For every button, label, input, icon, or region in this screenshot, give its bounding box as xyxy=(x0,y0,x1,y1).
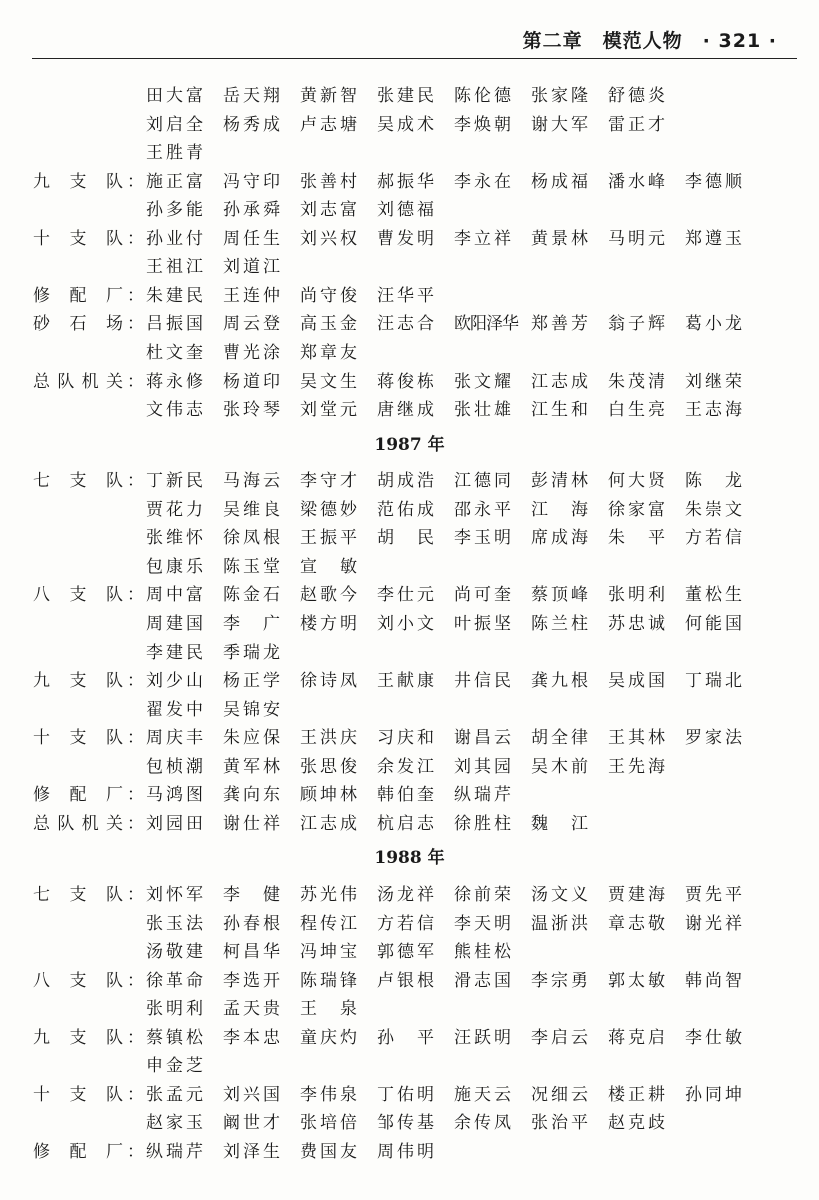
name-row xyxy=(0,936,819,968)
person-name: 王 洪 庆 xyxy=(300,728,357,749)
name-row xyxy=(0,551,819,583)
name-row xyxy=(0,1107,819,1139)
person-name: 申 金 芝 xyxy=(146,1056,203,1077)
person-name: 蒋 俊 栋 xyxy=(377,371,434,392)
person-name: 郭 德 军 xyxy=(377,942,434,963)
person-name: 谢 光 祥 xyxy=(685,913,742,934)
unit-label: 七 支 队 ： xyxy=(33,471,144,492)
person-name: 杨 成 福 xyxy=(531,171,588,192)
person-name: 施 天 云 xyxy=(454,1084,511,1105)
person-name: 何 能 国 xyxy=(685,613,742,634)
person-name: 徐 革 命 xyxy=(146,970,203,991)
person-name: 李 永 在 xyxy=(454,171,511,192)
person-name: 郑 章 友 xyxy=(300,342,357,363)
person-name: 李 伟 泉 xyxy=(300,1084,357,1105)
person-name: 韩 尚 智 xyxy=(685,970,742,991)
person-name: 刘 德 福 xyxy=(377,200,434,221)
person-name: 李 天 明 xyxy=(454,913,511,934)
person-name: 孙 多 能 xyxy=(146,200,203,221)
name-row xyxy=(0,722,819,754)
person-name: 汪 华 平 xyxy=(377,285,434,306)
name-row xyxy=(0,80,819,112)
person-name: 朱 崇 文 xyxy=(685,499,742,520)
unit-label: 砂 石 场 ： xyxy=(33,314,144,335)
person-name: 陈 龙 xyxy=(685,471,742,492)
person-name: 汪 跃 明 xyxy=(454,1027,511,1048)
person-name: 马 海 云 xyxy=(223,471,280,492)
person-name: 冯 守 印 xyxy=(223,171,280,192)
person-name: 黄 军 林 xyxy=(223,756,280,777)
person-name: 程 传 江 xyxy=(300,913,357,934)
person-name: 蒋 永 修 xyxy=(146,371,203,392)
person-name: 韩 伯 奎 xyxy=(377,785,434,806)
person-name: 李 本 忠 xyxy=(223,1027,280,1048)
person-name: 卢 志 塘 xyxy=(300,114,357,135)
person-name: 包 康 乐 xyxy=(146,556,203,577)
person-name: 吴 锦 安 xyxy=(223,699,280,720)
person-name: 丁 佑 明 xyxy=(377,1084,434,1105)
person-name: 杨 秀 成 xyxy=(223,114,280,135)
person-name: 李 仕 元 xyxy=(377,585,434,606)
person-name: 江 志 成 xyxy=(531,371,588,392)
person-name: 井 信 民 xyxy=(454,671,511,692)
person-name: 习 庆 和 xyxy=(377,728,434,749)
person-name: 蒋 克 启 xyxy=(608,1027,665,1048)
person-name: 张 善 村 xyxy=(300,171,357,192)
name-row xyxy=(0,465,819,497)
person-name: 刘 堂 元 xyxy=(300,400,357,421)
person-name: 朱 平 xyxy=(608,528,665,549)
name-row xyxy=(0,366,819,398)
person-name: 彭 清 林 xyxy=(531,471,588,492)
person-name: 郭 太 敏 xyxy=(608,970,665,991)
person-name: 周 任 生 xyxy=(223,228,280,249)
person-name: 马 明 元 xyxy=(608,228,665,249)
person-name: 刘 兴 国 xyxy=(223,1084,280,1105)
person-name: 王 祖 江 xyxy=(146,257,203,278)
person-name: 刘 小 文 xyxy=(377,613,434,634)
unit-label: 总 队 机 关 ： xyxy=(33,371,144,392)
person-name: 张 文 耀 xyxy=(454,371,511,392)
person-name: 周 云 登 xyxy=(223,314,280,335)
person-name: 温 浙 洪 xyxy=(531,913,588,934)
person-name: 施 正 富 xyxy=(146,171,203,192)
unit-label: 十 支 队 ： xyxy=(33,728,144,749)
year-heading: 1988 年 xyxy=(374,848,445,869)
person-name: 欧阳泽华 xyxy=(454,314,518,335)
person-name: 张 玲 琴 xyxy=(223,400,280,421)
person-name: 丁 瑞 北 xyxy=(685,671,742,692)
person-name: 杨 道 印 xyxy=(223,371,280,392)
person-name: 张 建 民 xyxy=(377,86,434,106)
running-head: 第二章 模范人物 · 321 · xyxy=(522,30,777,52)
person-name: 楼 正 耕 xyxy=(608,1084,665,1105)
person-name: 岳 天 翔 xyxy=(223,86,280,106)
person-name: 陈 瑞 锋 xyxy=(300,970,357,991)
person-name: 朱 茂 清 xyxy=(608,371,665,392)
name-row xyxy=(0,280,819,312)
person-name: 朱 建 民 xyxy=(146,285,203,306)
person-name: 纵 瑞 芹 xyxy=(146,1141,203,1162)
person-name: 李 建 民 xyxy=(146,642,203,663)
person-name: 张 治 平 xyxy=(531,1113,588,1134)
unit-label: 九 支 队 ： xyxy=(33,171,144,192)
name-row xyxy=(0,251,819,283)
person-name: 贾 先 平 xyxy=(685,884,742,905)
name-row xyxy=(0,522,819,554)
person-name: 范 佑 成 xyxy=(377,499,434,520)
person-name: 江 志 成 xyxy=(300,813,357,834)
person-name: 刘 泽 生 xyxy=(223,1141,280,1162)
name-row xyxy=(0,808,819,840)
person-name: 王 其 林 xyxy=(608,728,665,749)
person-name: 贾 花 力 xyxy=(146,499,203,520)
person-name: 曹 发 明 xyxy=(377,228,434,249)
person-name: 吴 维 良 xyxy=(223,499,280,520)
person-name: 徐 胜 柱 xyxy=(454,813,511,834)
name-row xyxy=(0,494,819,526)
person-name: 张 玉 法 xyxy=(146,913,203,934)
person-name: 陈 伦 德 xyxy=(454,86,511,106)
person-name: 王 志 海 xyxy=(685,400,742,421)
name-row xyxy=(0,109,819,141)
person-name: 贾 建 海 xyxy=(608,884,665,905)
name-row xyxy=(0,751,819,783)
person-name: 黄 新 智 xyxy=(300,86,357,106)
person-name: 周 伟 明 xyxy=(377,1141,434,1162)
person-name: 张 壮 雄 xyxy=(454,400,511,421)
person-name: 陈 兰 柱 xyxy=(531,613,588,634)
person-name: 刘 怀 军 xyxy=(146,884,203,905)
person-name: 张 培 倍 xyxy=(300,1113,357,1134)
person-name: 何 大 贤 xyxy=(608,471,665,492)
person-name: 李 仕 敏 xyxy=(685,1027,742,1048)
person-name: 白 生 亮 xyxy=(608,400,665,421)
person-name: 卢 银 根 xyxy=(377,970,434,991)
person-name: 朱 应 保 xyxy=(223,728,280,749)
person-name: 顾 坤 林 xyxy=(300,785,357,806)
name-row xyxy=(0,394,819,426)
person-name: 李 宗 勇 xyxy=(531,970,588,991)
person-name: 柯 昌 华 xyxy=(223,942,280,963)
person-name: 杨 正 学 xyxy=(223,671,280,692)
person-name: 杜 文 奎 xyxy=(146,342,203,363)
person-name: 王 胜 青 xyxy=(146,143,203,164)
person-name: 孙 平 xyxy=(377,1027,434,1048)
name-row xyxy=(0,665,819,697)
person-name: 刘 志 富 xyxy=(300,200,357,221)
unit-label: 修 配 厂 ： xyxy=(33,285,144,306)
person-name: 马 鸿 图 xyxy=(146,785,203,806)
name-row xyxy=(0,223,819,255)
name-row xyxy=(0,908,819,940)
person-name: 张 思 俊 xyxy=(300,756,357,777)
person-name: 李 焕 朝 xyxy=(454,114,511,135)
person-name: 李 广 xyxy=(223,613,280,634)
person-name: 赵 克 歧 xyxy=(608,1113,665,1134)
person-name: 吴 木 前 xyxy=(531,756,588,777)
person-name: 汤 文 义 xyxy=(531,884,588,905)
unit-label: 八 支 队 ： xyxy=(33,970,144,991)
person-name: 孙 春 根 xyxy=(223,913,280,934)
person-name: 宣 敏 xyxy=(300,556,357,577)
person-name: 张 家 隆 xyxy=(531,86,588,106)
name-row xyxy=(0,194,819,226)
person-name: 方 若 信 xyxy=(377,913,434,934)
person-name: 谢 昌 云 xyxy=(454,728,511,749)
person-name: 王 泉 xyxy=(300,999,357,1020)
person-name: 郑 遵 玉 xyxy=(685,228,742,249)
person-name: 章 志 敬 xyxy=(608,913,665,934)
person-name: 尚 守 俊 xyxy=(300,285,357,306)
name-row xyxy=(0,1079,819,1111)
unit-label: 十 支 队 ： xyxy=(33,1084,144,1105)
person-name: 吴 文 生 xyxy=(300,371,357,392)
name-row xyxy=(0,779,819,811)
person-name: 龚 向 东 xyxy=(223,785,280,806)
person-name: 叶 振 坚 xyxy=(454,613,511,634)
name-row xyxy=(0,166,819,198)
name-row xyxy=(0,1022,819,1054)
person-name: 陈 玉 堂 xyxy=(223,556,280,577)
person-name: 李 立 祥 xyxy=(454,228,511,249)
person-name: 余 发 江 xyxy=(377,756,434,777)
person-name: 吴 成 术 xyxy=(377,114,434,135)
person-name: 徐 家 富 xyxy=(608,499,665,520)
person-name: 苏 忠 诚 xyxy=(608,613,665,634)
name-row xyxy=(0,579,819,611)
person-name: 刘 继 荣 xyxy=(685,371,742,392)
person-name: 徐 诗 凤 xyxy=(300,671,357,692)
person-name: 邹 传 基 xyxy=(377,1113,434,1134)
person-name: 胡 全 律 xyxy=(531,728,588,749)
person-name: 高 玉 金 xyxy=(300,314,357,335)
name-row xyxy=(0,993,819,1025)
name-row xyxy=(0,1136,819,1168)
person-name: 郑 善 芳 xyxy=(531,314,588,335)
person-name: 费 国 友 xyxy=(300,1141,357,1162)
person-name: 纵 瑞 芹 xyxy=(454,785,511,806)
person-name: 刘 道 江 xyxy=(223,257,280,278)
person-name: 滑 志 国 xyxy=(454,970,511,991)
person-name: 刘 启 全 xyxy=(146,114,203,135)
person-name: 孙 同 坤 xyxy=(685,1084,742,1105)
person-name: 赵 家 玉 xyxy=(146,1113,203,1134)
person-name: 汪 志 合 xyxy=(377,314,434,335)
name-row xyxy=(0,137,819,169)
person-name: 郝 振 华 xyxy=(377,171,434,192)
person-name: 席 成 海 xyxy=(531,528,588,549)
person-name: 汤 敬 建 xyxy=(146,942,203,963)
person-name: 吕 振 国 xyxy=(146,314,203,335)
person-name: 王 献 康 xyxy=(377,671,434,692)
person-name: 苏 光 伟 xyxy=(300,884,357,905)
name-row xyxy=(0,1050,819,1082)
person-name: 吴 成 国 xyxy=(608,671,665,692)
person-name: 包 桢 潮 xyxy=(146,756,203,777)
person-name: 谢 仕 祥 xyxy=(223,813,280,834)
person-name: 李 守 才 xyxy=(300,471,357,492)
person-name: 周 中 富 xyxy=(146,585,203,606)
person-name: 刘 兴 权 xyxy=(300,228,357,249)
person-name: 张 明 利 xyxy=(146,999,203,1020)
person-name: 张 维 怀 xyxy=(146,528,203,549)
person-name: 孙 业 付 xyxy=(146,228,203,249)
person-name: 方 若 信 xyxy=(685,528,742,549)
person-name: 王 振 平 xyxy=(300,528,357,549)
year-heading: 1987 年 xyxy=(374,434,445,455)
person-name: 李 德 顺 xyxy=(685,171,742,192)
person-name: 张 孟 元 xyxy=(146,1084,203,1105)
person-name: 王 连 仲 xyxy=(223,285,280,306)
person-name: 唐 继 成 xyxy=(377,400,434,421)
name-row xyxy=(0,637,819,669)
person-name: 梁 德 妙 xyxy=(300,499,357,520)
person-name: 蔡 顶 峰 xyxy=(531,585,588,606)
person-name: 孟 天 贵 xyxy=(223,999,280,1020)
person-name: 汤 龙 祥 xyxy=(377,884,434,905)
person-name: 曹 光 涂 xyxy=(223,342,280,363)
person-name: 谢 大 军 xyxy=(531,114,588,135)
person-name: 余 传 凤 xyxy=(454,1113,511,1134)
person-name: 周 建 国 xyxy=(146,613,203,634)
person-name: 阚 世 才 xyxy=(223,1113,280,1134)
person-name: 丁 新 民 xyxy=(146,471,203,492)
person-name: 尚 可 奎 xyxy=(454,585,511,606)
person-name: 张 明 利 xyxy=(608,585,665,606)
name-row xyxy=(0,608,819,640)
person-name: 李 健 xyxy=(223,884,280,905)
person-name: 舒 德 炎 xyxy=(608,86,665,106)
unit-label: 九 支 队 ： xyxy=(33,1027,144,1048)
person-name: 况 细 云 xyxy=(531,1084,588,1105)
person-name: 胡 民 xyxy=(377,528,434,549)
person-name: 江 德 同 xyxy=(454,471,511,492)
person-name: 王 先 海 xyxy=(608,756,665,777)
unit-label: 总 队 机 关 ： xyxy=(33,813,144,834)
unit-label: 八 支 队 ： xyxy=(33,585,144,606)
person-name: 翁 子 辉 xyxy=(608,314,665,335)
person-name: 江 生 和 xyxy=(531,400,588,421)
person-name: 楼 方 明 xyxy=(300,613,357,634)
person-name: 季 瑞 龙 xyxy=(223,642,280,663)
unit-label: 修 配 厂 ： xyxy=(33,1141,144,1162)
person-name: 文 伟 志 xyxy=(146,400,203,421)
name-row xyxy=(0,879,819,911)
person-name: 冯 坤 宝 xyxy=(300,942,357,963)
person-name: 雷 正 才 xyxy=(608,114,665,135)
person-name: 龚 九 根 xyxy=(531,671,588,692)
person-name: 赵 歌 今 xyxy=(300,585,357,606)
person-name: 徐 前 荣 xyxy=(454,884,511,905)
unit-label: 十 支 队 ： xyxy=(33,228,144,249)
person-name: 刘 园 田 xyxy=(146,813,203,834)
person-name: 童 庆 灼 xyxy=(300,1027,357,1048)
person-name: 杭 启 志 xyxy=(377,813,434,834)
person-name: 黄 景 林 xyxy=(531,228,588,249)
person-name: 蔡 镇 松 xyxy=(146,1027,203,1048)
person-name: 徐 凤 根 xyxy=(223,528,280,549)
person-name: 李 选 开 xyxy=(223,970,280,991)
person-name: 魏 江 xyxy=(531,813,588,834)
person-name: 熊 桂 松 xyxy=(454,942,511,963)
person-name: 刘 少 山 xyxy=(146,671,203,692)
unit-label: 修 配 厂 ： xyxy=(33,785,144,806)
person-name: 潘 水 峰 xyxy=(608,171,665,192)
name-row xyxy=(0,308,819,340)
person-name: 胡 成 浩 xyxy=(377,471,434,492)
person-name: 李 启 云 xyxy=(531,1027,588,1048)
person-name: 李 玉 明 xyxy=(454,528,511,549)
person-name: 董 松 生 xyxy=(685,585,742,606)
person-name: 邵 永 平 xyxy=(454,499,511,520)
name-row xyxy=(0,694,819,726)
name-row xyxy=(0,337,819,369)
person-name: 周 庆 丰 xyxy=(146,728,203,749)
person-name: 陈 金 石 xyxy=(223,585,280,606)
person-name: 刘 其 园 xyxy=(454,756,511,777)
person-name: 江 海 xyxy=(531,499,588,520)
name-row xyxy=(0,965,819,997)
person-name: 翟 发 中 xyxy=(146,699,203,720)
person-name: 葛 小 龙 xyxy=(685,314,742,335)
person-name: 罗 家 法 xyxy=(685,728,742,749)
person-name: 田 大 富 xyxy=(146,86,203,106)
person-name: 孙 承 舜 xyxy=(223,200,280,221)
unit-label: 九 支 队 ： xyxy=(33,671,144,692)
unit-label: 七 支 队 ： xyxy=(33,884,144,905)
